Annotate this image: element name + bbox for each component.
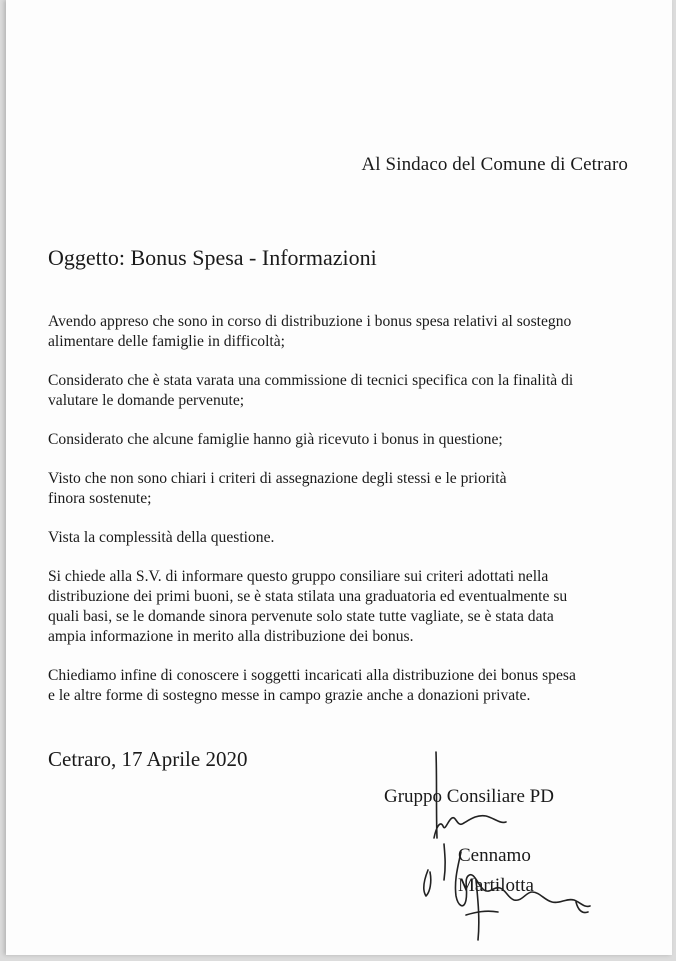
paragraph	[48, 430, 648, 450]
paragraph	[48, 469, 648, 509]
text-line: Vista la complessità della questione.	[48, 529, 275, 546]
text-line: valutare le domande pervenute;	[48, 392, 245, 409]
paragraph	[48, 528, 648, 548]
text-line: finora sostenute;	[48, 490, 152, 507]
paragraph	[48, 666, 648, 706]
letter-body	[48, 312, 648, 725]
signatory-group: Gruppo Consiliare PD	[384, 786, 554, 807]
paragraph	[48, 312, 648, 352]
text-line: quali basi, se le domande sinora pervenute solo state tutte vagliate, se è stata data	[48, 608, 554, 625]
paragraph	[48, 371, 648, 411]
recipient-line: Al Sindaco del Comune di Cetraro	[361, 154, 628, 175]
text-line: Considerato che è stata varata una commissione di tecnici specifica con la finalità di	[48, 372, 574, 389]
text-line: alimentare delle famiglie in difficoltà;	[48, 333, 285, 350]
text-line: Chiediamo infine di conoscere i soggetti incaricati alla distribuzione dei bonus spesa	[48, 667, 576, 684]
text-line: Considerato che alcune famiglie hanno già ricevuto i bonus in questione;	[48, 431, 503, 448]
paragraph	[48, 567, 648, 647]
place-and-date: Cetraro, 17 Aprile 2020	[48, 747, 248, 771]
text-line: Visto che non sono chiari i criteri di assegnazione degli stessi e le priorità	[48, 470, 507, 487]
text-line: distribuzione dei primi buoni, se è stata stilata una graduatoria ed eventualmente su	[48, 588, 568, 605]
text-line: e le altre forme di sostegno messe in campo grazie anche a donazioni private.	[48, 687, 531, 704]
signatory-name: Cennamo	[458, 845, 531, 866]
text-line: ampia informazione in merito alla distribuzione dei bonus.	[48, 628, 414, 645]
text-line: Avendo appreso che sono in corso di distribuzione i bonus spesa relativi al sostegno	[48, 313, 572, 330]
text-line: Si chiede alla S.V. di informare questo gruppo consiliare sui criteri adottati nella	[48, 568, 549, 585]
subject-line: Oggetto: Bonus Spesa - Informazioni	[48, 245, 377, 270]
letter-page	[6, 0, 672, 955]
signatory-name: Martilotta	[458, 875, 534, 896]
